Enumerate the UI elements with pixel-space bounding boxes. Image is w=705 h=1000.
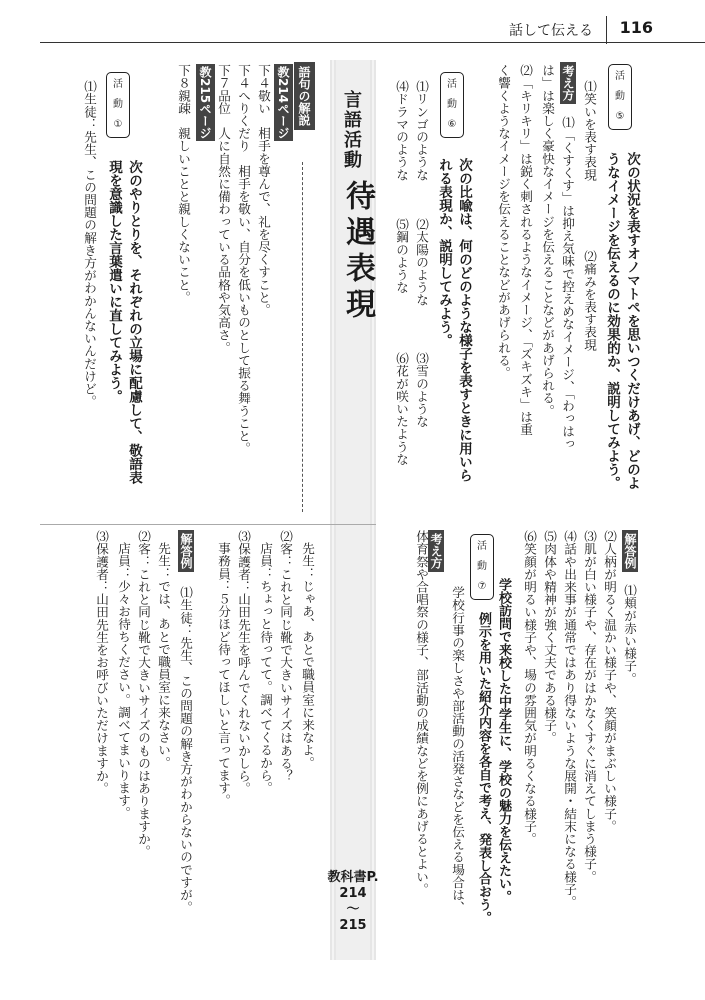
vocab-label: 語句の解説 xyxy=(294,62,315,130)
answer-6-6: ⑹笑顔が明るい様子や、場の雰囲気が明るくなる様子。 xyxy=(522,530,537,845)
activity-7-think-2: 体育祭や合唱祭の様子、部活動の成績などを例にあげるとよい。 xyxy=(414,530,429,896)
activity-5-item-2: ⑵痛みを表す表現 xyxy=(582,250,597,351)
section-title: 話して伝える xyxy=(509,23,593,39)
activity-5-think-2: は」は楽しく豪快なイメージを伝えることなどがあげられる。 xyxy=(540,64,555,417)
activity-1-q3-parent: ⑶保護者：山田先生を呼んでくれないかしら。 xyxy=(236,530,251,795)
activity-6-item-5: ⑸鋼のような xyxy=(394,218,409,294)
answer-6-1: ⑴頬が赤い様子。 xyxy=(622,584,637,685)
activity-5-box: 活 動 ⑤ xyxy=(608,64,632,130)
answer-1-1: ⑴生徒：先生、この問題の解き方がわからないのですが。 xyxy=(178,586,193,914)
activity-1-q1: ⑴生徒：先生、この問題の解き方がわかんないんだけど。 xyxy=(82,80,97,408)
activity-6-item-1: ⑴リンゴのような xyxy=(414,80,429,181)
activity-5-think-4: く響くようなイメージを伝えることなどがあげられる。 xyxy=(496,64,511,379)
activity-7-think-1: 学校行事の楽しさや部活動の活発さなどを伝える場合は、 xyxy=(450,586,465,914)
answer-6-4: ⑷話や出来事が通常ではあり得ないような展開・結末になる様子。 xyxy=(562,530,577,908)
activity-7-prompt-2: 例示を用いた紹介内容を各自で考え、発表し合おう。 xyxy=(476,612,491,924)
vocab-term-4: 下８親疎 親しいことと親しくないこと。 xyxy=(176,64,191,304)
answer-label-6: 解答例 xyxy=(622,530,638,572)
answer-1-4: 店員：少々お待ちください。調べてまいります。 xyxy=(116,542,131,820)
page-215-label: 教215ページ xyxy=(196,64,215,141)
activity-7-box: 活 動 ⑦ xyxy=(470,534,494,600)
think-label-7: 考え方 xyxy=(428,530,444,572)
activity-6-item-6: ⑹花が咲いたような xyxy=(394,352,409,466)
activity-1-q1-teacher: 先生：じゃあ、あとで職員室に来なよ。 xyxy=(300,542,315,769)
activity-6-item-2: ⑵太陽のような xyxy=(414,218,429,307)
activity-5-prompt-2: うなイメージを伝えるのに効果的か、説明してみよう。 xyxy=(604,152,620,490)
band-main-title: 待遇表現 xyxy=(340,180,375,324)
think-label-5: 考え方 xyxy=(560,62,576,104)
answer-6-5: ⑸肉体や精神が強く丈夫である様子。 xyxy=(542,530,557,745)
activity-1-q2-customer: ⑵客：これと同じ靴で大きいサイズはある？ xyxy=(278,530,293,782)
activity-7-prompt-1: 学校訪問で来校した中学生に、学校の魅力を伝えたい。 xyxy=(496,578,511,903)
activity-5-item-1: ⑴笑いを表す表現 xyxy=(582,80,597,181)
left-divider xyxy=(40,524,330,525)
activity-5-think-1: ⑴「くすくす」は抑え気味で控えめなイメージ、「わっはっ xyxy=(560,116,575,450)
activity-6-prompt-1: 次の比喩は、何のどのような様子を表すときに用いら xyxy=(456,158,472,482)
activity-6-prompt-2: れる表現か、説明してみよう。 xyxy=(436,158,452,347)
vocab-term-2: 下４へりくだり 相手を敬い、自分を低いものとして振る舞うこと。 xyxy=(236,64,251,455)
activity-1-q3-staff: 事務員：５分ほど待ってほしいと言ってます。 xyxy=(216,542,231,807)
vocab-term-3: 下７品位 人に自然に備わっている品格や気高さ。 xyxy=(216,64,231,354)
activity-1-prompt-2: 現を意識した言葉遣いに直してみよう。 xyxy=(106,160,122,403)
answer-1-3: ⑵客：これと同じ靴で大きいサイズのものはありますか。 xyxy=(136,530,151,858)
answer-1-5: ⑶保護者：山田先生をお呼びいただけますか。 xyxy=(94,530,109,795)
answer-1-2: 先生：では、あとで職員室に来なさい。 xyxy=(156,542,171,769)
header-separator xyxy=(606,16,607,44)
vocab-dashed-rule xyxy=(302,162,303,512)
answer-6-2: ⑵人柄が明るく温かい様子や、笑顔がまぶしい様子。 xyxy=(602,530,617,833)
band-title: 言語活動 xyxy=(341,90,362,170)
activity-5-think-3: ⑵「キリキリ」は鋭く刺されるようなイメージ、「ズキズキ」は重 xyxy=(518,64,533,436)
activity-6-item-3: ⑶雪のような xyxy=(414,352,429,428)
activity-1-box: 活 動 ① xyxy=(106,72,130,138)
textbook-reference: 教科書P. 214 ～ 215 xyxy=(327,870,379,933)
answer-6-3: ⑶肌が白い様子や、存在がはかなくすぐに消えてしまう様子。 xyxy=(582,530,597,883)
band-divider xyxy=(328,524,376,525)
activity-6-box: 活 動 ⑥ xyxy=(440,72,464,138)
activity-1-q2-clerk: 店員：ちょっと待ってて。調べてくるから。 xyxy=(258,542,273,794)
page-214-label: 教214ページ xyxy=(274,64,293,141)
activity-5-prompt-1: 次の状況を表すオノマトペを思いつくだけあげ、どのよ xyxy=(624,152,640,490)
activity-1-prompt-1: 次のやりとりを、それぞれの立場に配慮して、敬語表 xyxy=(126,160,142,484)
activity-6-item-4: ⑷ドラマのような xyxy=(394,80,409,181)
answer-label-1: 解答例 xyxy=(178,530,194,572)
vocab-term-1: 下４敬い 相手を尊んで、礼を尽くすこと。 xyxy=(256,64,271,316)
page-number: 116 xyxy=(619,18,653,37)
